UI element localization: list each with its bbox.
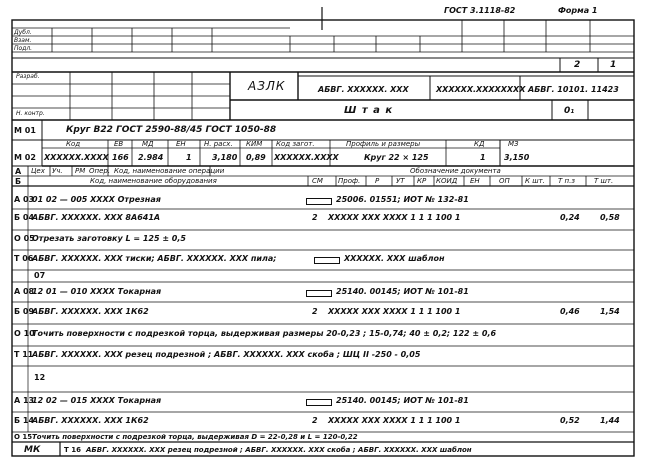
vzam-label: Взам. [14, 37, 32, 44]
row-b09-t-pz: 0,46 [560, 307, 580, 316]
hdr-sm: СМ [312, 177, 323, 185]
row-a13-operation: 12 02 — 015 XXXX Токарная [32, 396, 162, 405]
row-b09-values: XXXXX XXX XXXX 1 1 1 100 1 [328, 307, 461, 316]
sheet-number: 1 [610, 60, 617, 70]
form-number: Форма 1 [558, 6, 598, 15]
row-a13-document: 25140. 00145; ИОТ № 101-81 [336, 396, 469, 405]
form-type-mk: МК [24, 445, 41, 455]
razrab-label: Разраб. [16, 73, 40, 80]
col-mz: МЗ [508, 140, 519, 148]
gost-number: ГОСТ 3.1118-82 [444, 6, 516, 15]
row-b14-sm: 2 [312, 416, 318, 425]
hdr-kr: КР [417, 177, 427, 185]
hdr-tseh: Цех [31, 167, 45, 175]
hdr-en: ЕН [470, 177, 480, 185]
row-b14-label: Б 14 [14, 416, 35, 425]
row-b04-sm: 2 [312, 213, 318, 222]
document-code-1: АБВГ. XXXXXX. XXX [318, 85, 409, 94]
m01-material: Круг В22 ГОСТ 2590-88/45 ГОСТ 1050-88 [66, 125, 277, 135]
row-b14-equipment: АБВГ. XXXXXX. XXX 1К62 [32, 416, 149, 425]
row-o10-label: О 10 [14, 329, 35, 338]
doc-marker-box [314, 257, 340, 264]
hdr-k-sht: К шт. [525, 177, 545, 185]
n-kontr-label: Н. контр. [16, 110, 45, 117]
row-b04-label: Б 04 [14, 213, 35, 222]
m02-mz: 3,150 [504, 153, 530, 162]
row-b14-values: XXXXX XXX XXXX 1 1 1 100 1 [328, 416, 461, 425]
m02-ev: 166 [112, 153, 129, 162]
hdr-kod-obor: Код, наименование оборудования [90, 177, 217, 185]
m02-profil: Круг 22 × 125 [364, 153, 429, 162]
row-o15-label: О 15 [14, 433, 33, 441]
row-label-a: А [15, 167, 22, 176]
hdr-oboz-doc: Обозначение документа [410, 167, 501, 175]
hdr-r: Р [375, 177, 380, 185]
col-md: МД [142, 140, 154, 148]
row-a03-operation: 01 02 — 005 XXXX Отрезная [32, 195, 161, 204]
row-a08-label: А 08 [14, 287, 35, 296]
hdr-prof: Проф. [338, 177, 361, 185]
m02-kod-zag: XXXXXX.XXXX [274, 153, 339, 162]
row-b09-equipment: АБВГ. XXXXXX. XXX 1К62 [32, 307, 149, 316]
hdr-rm: РМ [75, 167, 86, 175]
col-n-rash: Н. расх. [204, 140, 233, 148]
row-07-label: 07 [34, 271, 46, 280]
row-b14-t-sht: 1,44 [600, 416, 620, 425]
row-t06-label: Т 06 [14, 254, 34, 263]
m02-en: 1 [186, 153, 192, 162]
row-o10-instruction: Точить поверхности с подрезкой торца, выдерживая размеры 20-0,23 ; 15-0,74; 40 ± 0,2; 122 ± 0,6 [32, 329, 497, 338]
row-a03-document: 25006. 01551; ИОТ № 132-81 [336, 195, 469, 204]
row-label-b: Б [15, 177, 22, 186]
row-b09-t-sht: 1,54 [600, 307, 620, 316]
row-12-label: 12 [34, 373, 46, 382]
hdr-koid: КОИД [436, 177, 458, 185]
row-a03-label: А 03 [14, 195, 35, 204]
row-o05-instruction: Отрезать заготовку L = 125 ± 0,5 [32, 234, 186, 243]
col-kod: Код [66, 140, 81, 148]
m02-md: 2.984 [138, 153, 164, 162]
sheet-mark: 0₁ [564, 106, 575, 116]
row-b09-sm: 2 [312, 307, 318, 316]
hdr-t-pz: Т п.з [558, 177, 576, 185]
col-ev: ЕВ [114, 140, 124, 148]
m02-kd: 1 [480, 153, 486, 162]
dubl-label: Дубл. [14, 29, 32, 36]
podl-label: Подл. [14, 45, 33, 52]
document-code-2: XXXXXX.XXXXXXXX [436, 85, 526, 94]
row-t16-label: Т 16 [64, 446, 81, 454]
m02-kim: 0,89 [246, 153, 266, 162]
hdr-t-sht: Т шт. [594, 177, 614, 185]
row-o05-label: О 05 [14, 234, 35, 243]
row-t11-tooling: АБВГ. XXXXXX. XXX резец подрезной ; АБВГ. XXXXXX. XXX скоба ; ШЦ II -250 - 0,05 [32, 350, 421, 359]
doc-marker-box [306, 290, 332, 297]
doc-marker-box [306, 399, 332, 406]
col-kod-zag: Код загот. [276, 140, 315, 148]
m01-label: М 01 [14, 126, 36, 135]
document-code-3: АБВГ. 10101. 11423 [528, 85, 619, 94]
row-b09-label: Б 09 [14, 307, 35, 316]
col-kd: КД [474, 140, 485, 148]
doc-marker-box [306, 198, 332, 205]
hdr-op: ОП [499, 177, 510, 185]
part-name: Ш т а к [344, 105, 394, 116]
row-o15-instruction: Точить поверхности с подрезкой торца, выдерживая D = 22-0,28 и L = 120-0,22 [32, 433, 358, 441]
organization-name: АЗЛК [248, 79, 286, 93]
sheet-total: 2 [574, 60, 581, 70]
m02-label: М 02 [14, 153, 36, 162]
row-b04-values: XXXXX XXX XXXX 1 1 1 100 1 [328, 213, 461, 222]
row-b14-t-pz: 0,52 [560, 416, 580, 425]
hdr-uch: Уч. [52, 167, 63, 175]
row-t06-tooling: АБВГ. XXXXXX. XXX тиски; АБВГ. XXXXXX. XXX пила; [32, 254, 277, 263]
col-profil: Профиль и размеры [346, 140, 421, 148]
row-b04-t-pz: 0,24 [560, 213, 580, 222]
row-a13-label: А 13 [14, 396, 35, 405]
row-t16-tooling: АБВГ. XXXXXX. XXX резец подрезной ; АБВГ. XXXXXX. XXX скоба ; АБВГ. XXXXXX. XXX шаблон [86, 446, 472, 454]
row-b04-t-sht: 0,58 [600, 213, 620, 222]
row-t06-extra: XXXXXX. XXX шаблон [344, 254, 445, 263]
m02-kod: XXXXXX.XXXX [44, 153, 109, 162]
hdr-kod-operacii: Код, наименование операции [114, 167, 225, 175]
col-en: ЕН [176, 140, 186, 148]
row-a08-document: 25140. 00145; ИОТ № 101-81 [336, 287, 469, 296]
col-kim: КИМ [246, 140, 263, 148]
hdr-oper: Опер. [89, 167, 111, 175]
hdr-ut: УТ [396, 177, 405, 185]
row-t11-label: Т 11 [14, 350, 34, 359]
row-b04-equipment: АБВГ. XXXXXX. XXX 8А641А [32, 213, 161, 222]
m02-n-rash: 3,180 [212, 153, 238, 162]
row-a08-operation: 12 01 — 010 XXXX Токарная [32, 287, 162, 296]
